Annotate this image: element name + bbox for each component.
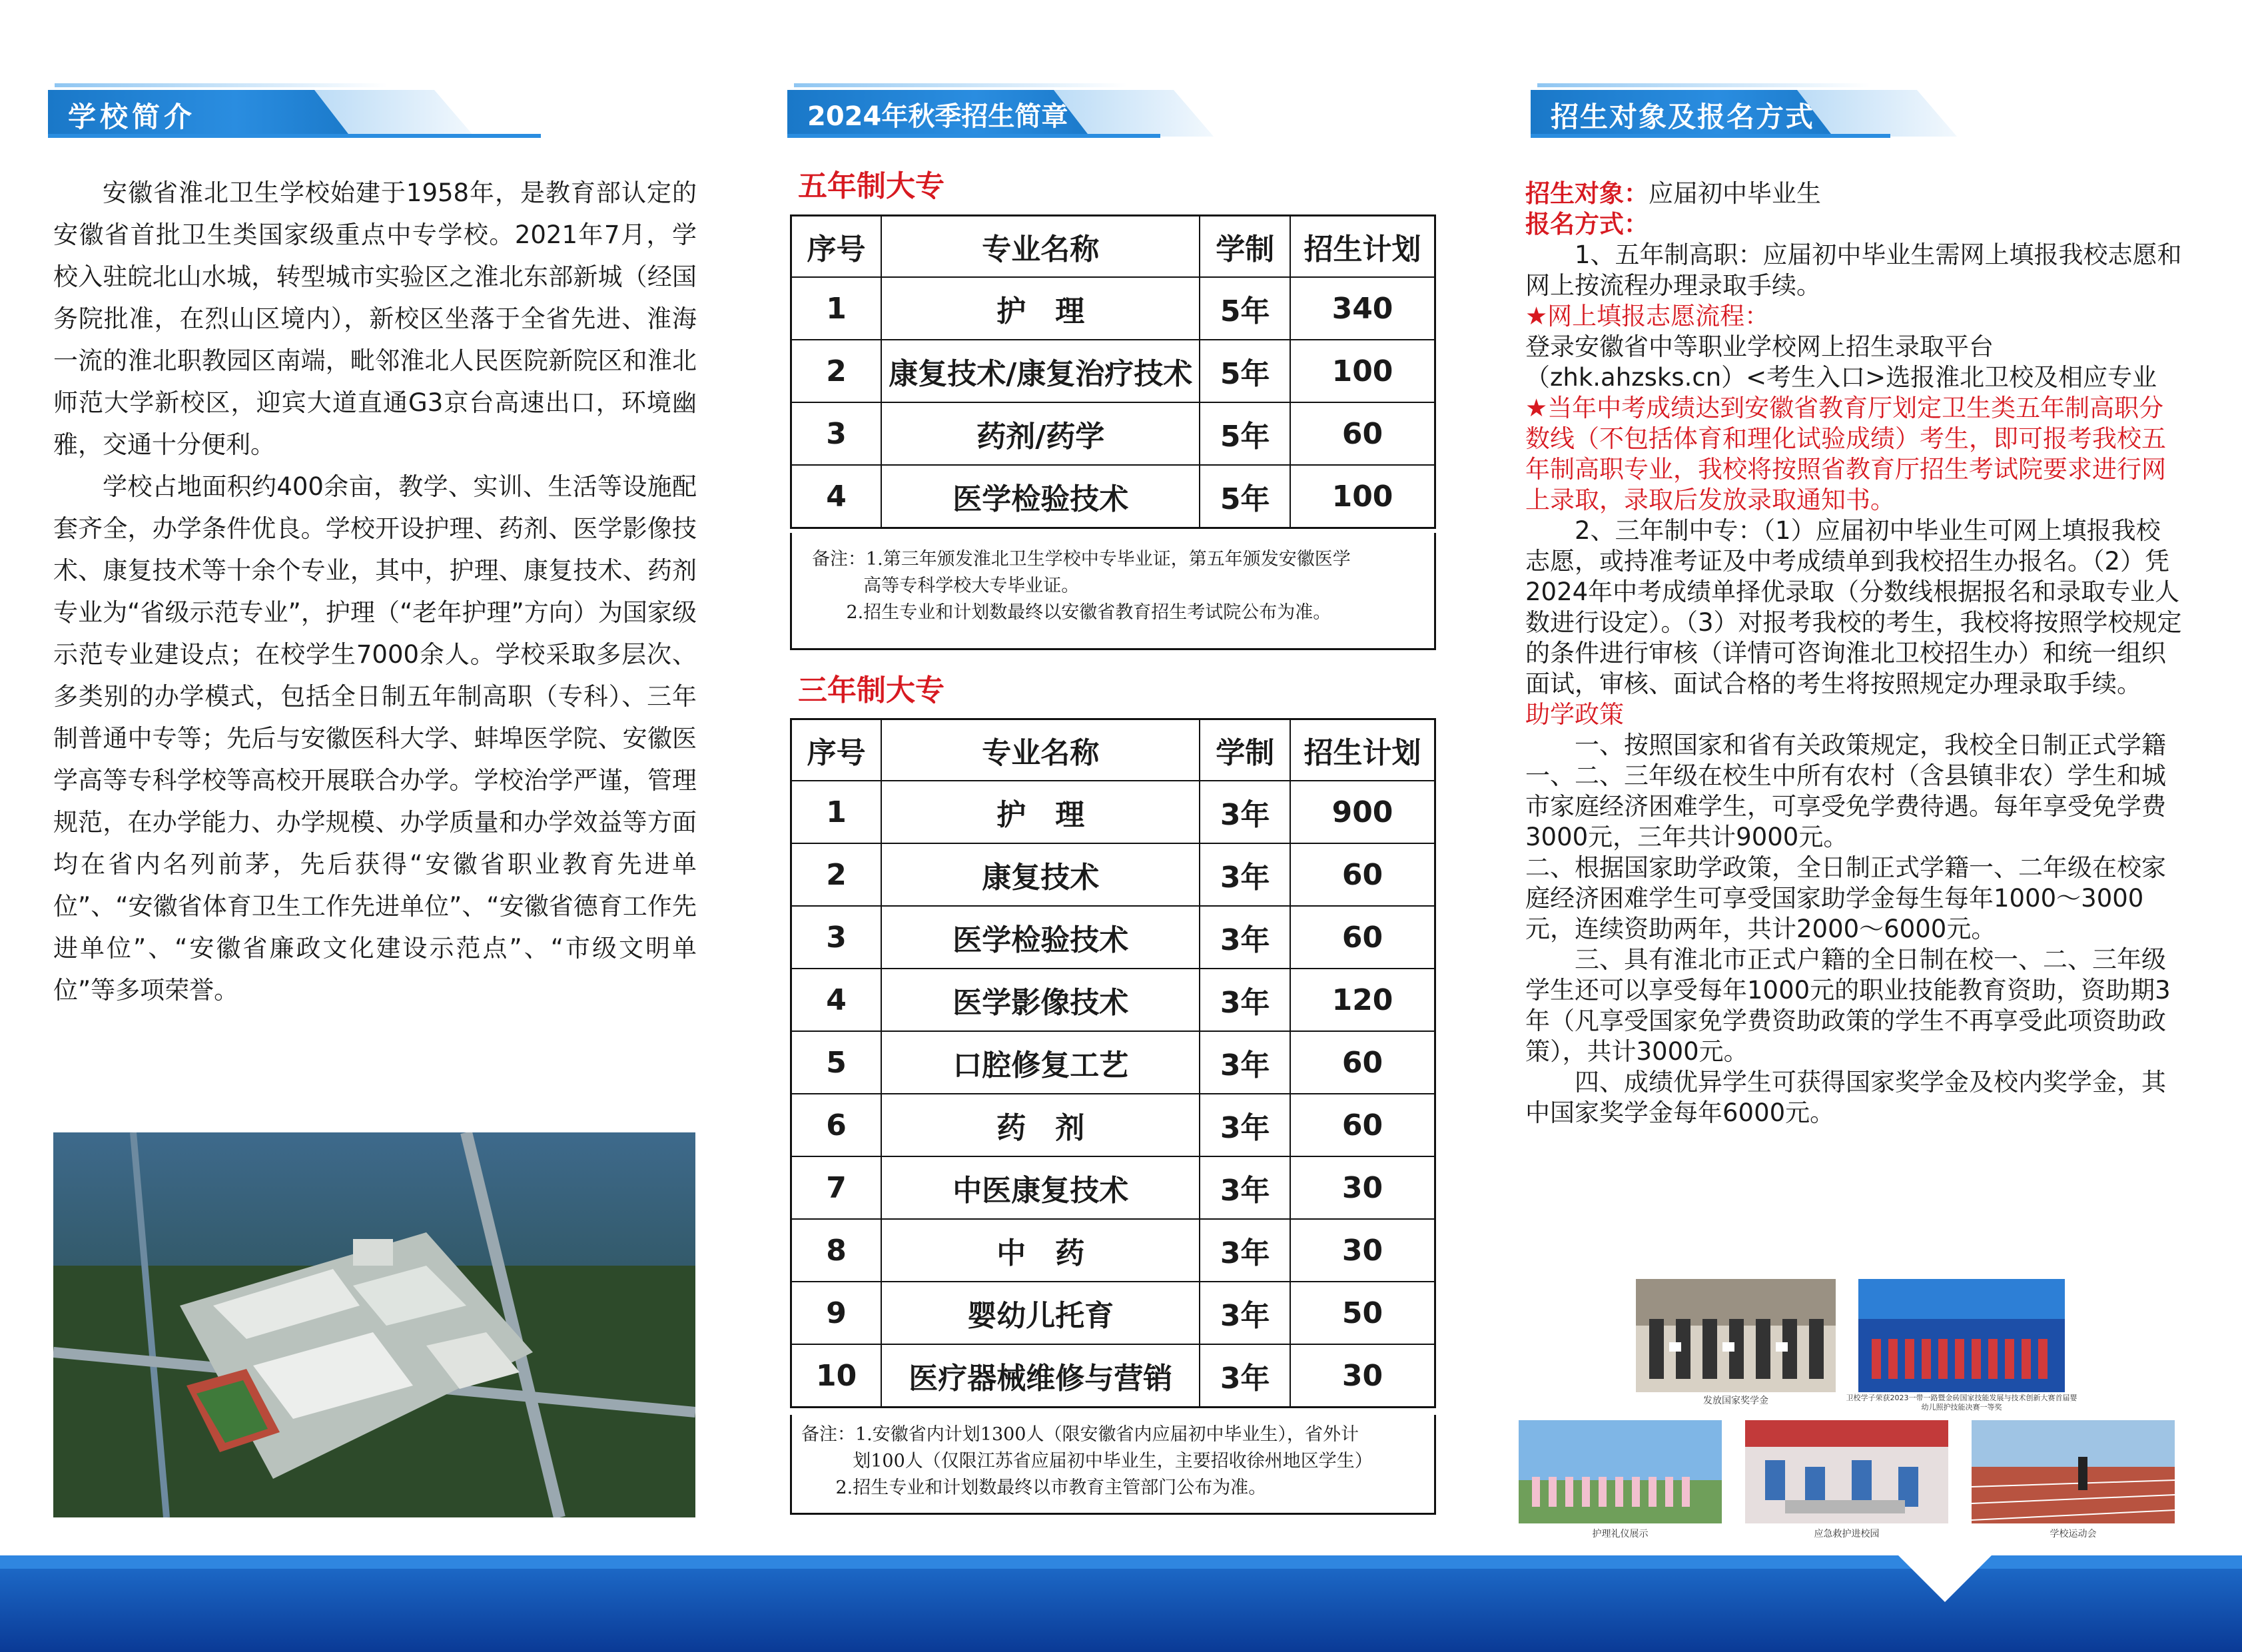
online-label: ★网上填报志愿流程： — [1525, 302, 1770, 330]
note-line: 备注：1.安徽省内计划1300人（限安徽省内应届初中毕业生），省外计 — [801, 1424, 1359, 1445]
cell: 120 — [1290, 969, 1435, 1031]
cell: 9 — [791, 1282, 882, 1344]
cell: 3年 — [1200, 906, 1290, 969]
method-label: 报名方式： — [1525, 210, 1649, 238]
table-row — [791, 1344, 1435, 1408]
cell: 医学检验技术 — [881, 465, 1200, 528]
cell: 口腔修复工艺 — [881, 1031, 1200, 1094]
cell: 1 — [791, 781, 882, 843]
five-year-table — [790, 214, 1436, 529]
cell: 8 — [791, 1219, 882, 1282]
cell: 60 — [1290, 1094, 1435, 1156]
cell: 护 理 — [881, 277, 1200, 340]
target-label: 招生对象： — [1525, 179, 1649, 208]
right-heading: 招生对象及报名方式 — [1551, 101, 1815, 133]
cell: 900 — [1290, 781, 1435, 843]
table-row — [791, 1219, 1435, 1282]
three-year-notes — [790, 1415, 1436, 1515]
cell: 医学检验技术 — [881, 906, 1200, 969]
cell: 3年 — [1200, 1344, 1290, 1408]
table-row — [791, 1282, 1435, 1344]
table-row — [791, 277, 1435, 340]
table-row — [791, 1156, 1435, 1219]
aid-label: 助学政策 — [1525, 700, 1624, 729]
table-row — [791, 969, 1435, 1031]
table-row — [791, 843, 1435, 906]
header-cell: 学制 — [1200, 216, 1290, 278]
cell: 30 — [1290, 1344, 1435, 1408]
aid-policy-1: 一、按照国家和省有关政策规定，我校全日制正式学籍一、二、三年级在校生中所有农村（含县镇非农）学生和城市家庭经济困难学生，可享受免学费待遇。每年享受免学费3000元，三年共计9000元。 — [1525, 731, 2166, 851]
three-year-title: 三年制大专 — [798, 673, 944, 707]
header-cell: 专业名称 — [881, 216, 1200, 278]
footer-arrow-icon — [1892, 1549, 1998, 1609]
cell: 2 — [791, 340, 882, 402]
five-year-title: 五年制大专 — [798, 169, 944, 203]
five-year-notes — [790, 533, 1436, 650]
right-section-header — [1531, 90, 1904, 137]
note-line: 划100人（仅限江苏省应届初中毕业生，主要招收徐州地区学生） — [801, 1451, 1373, 1471]
left-heading: 学校简介 — [68, 101, 196, 133]
aid-policy-2: 二、根据国家助学政策，全日制正式学籍一、二年级在校家庭经济困难学生可享受国家助学金每生每年1000～3000元，连续资助两年，共计2000～6000元。 — [1525, 853, 2166, 943]
cell: 3年 — [1200, 843, 1290, 906]
cell: 1 — [791, 277, 882, 340]
cell: 60 — [1290, 843, 1435, 906]
cell: 7 — [791, 1156, 882, 1219]
table-row — [791, 465, 1435, 528]
cell: 3 — [791, 402, 882, 465]
aid-policy-3: 三、具有淮北市正式户籍的全日制在校一、二、三年级学生还可以享受每年1000元的职业技能教育资助，资助期3年（凡享受国家免学费资助政策的学生不再享受此项资助政策），共计3000元。 — [1525, 945, 2171, 1066]
table-row — [791, 402, 1435, 465]
table-row — [791, 1031, 1435, 1094]
cell: 30 — [1290, 1156, 1435, 1219]
cell: 60 — [1290, 906, 1435, 969]
online-text: 登录安徽省中等职业学校网上招生录取平台（zhk.ahzsks.cn）<考生入口>选报淮北卫校及相应专业 — [1525, 332, 2157, 392]
cell: 60 — [1290, 402, 1435, 465]
table-header-row — [791, 719, 1435, 781]
cell: 医疗器械维修与营销 — [881, 1344, 1200, 1408]
note-line: 高等专科学校大专毕业证。 — [812, 576, 1080, 596]
header-cell: 学制 — [1200, 719, 1290, 781]
header-cell: 序号 — [791, 216, 882, 278]
cell: 5年 — [1200, 340, 1290, 402]
cell: 药剂/药学 — [881, 402, 1200, 465]
cell: 100 — [1290, 465, 1435, 528]
caption-sports: 学校运动会 — [2050, 1529, 2097, 1539]
cell: 康复技术/康复治疗技术 — [881, 340, 1200, 402]
competition-photo — [1858, 1279, 2065, 1392]
cell: 10 — [791, 1344, 882, 1408]
cell: 3年 — [1200, 1219, 1290, 1282]
header-cell: 专业名称 — [881, 719, 1200, 781]
cell: 药 剂 — [881, 1094, 1200, 1156]
cell: 5 — [791, 1031, 882, 1094]
table-row — [791, 1094, 1435, 1156]
aid-policy-4: 四、成绩优异学生可获得国家奖学金及校内奖学金，其中国家奖学金每年6000元。 — [1525, 1068, 2166, 1127]
cell: 婴幼儿托育 — [881, 1282, 1200, 1344]
cell: 50 — [1290, 1282, 1435, 1344]
cell: 中医康复技术 — [881, 1156, 1200, 1219]
etiquette-photo — [1519, 1420, 1722, 1523]
caption-scholarship: 发放国家奖学金 — [1703, 1396, 1768, 1406]
cell: 3年 — [1200, 1031, 1290, 1094]
table-header-row — [791, 216, 1435, 278]
cell: 30 — [1290, 1219, 1435, 1282]
middle-heading: 2024年秋季招生简章 — [807, 101, 1068, 132]
intro-paragraph-2: 学校占地面积约400余亩，教学、实训、生活等设施配套齐全，办学条件优良。学校开设护理、药剂、医学影像技术、康复技术等十余个专业，其中，护理、康复技术、药剂专业为“省级示范专业”，护理（“老年护理”方向）为国家级示范专业建设点；在校学生7000余人。学校采取多层次、多类别的办学模式，包括全日制五年制高职（专科）、三年制普通中专等；先后与安徽医科大学、蚌埠医学院、安徽医学高等专科学校等高校开展联合办学。学校治学严谨，管理规范，在办学能力、办学规模、办学质量和办学效益等方面均在省内名列前茅，先后获得“安徽省职业教育先进单位”、“安徽省体育卫生工作先进单位”、“安徽省德育工作先进单位”、“安徽省廉政文化建设示范点”、“市级文明单位”等多项荣誉。 — [53, 472, 697, 1005]
cell: 3年 — [1200, 1156, 1290, 1219]
cell: 康复技术 — [881, 843, 1200, 906]
first-aid-photo — [1745, 1420, 1948, 1523]
header-cell: 招生计划 — [1290, 216, 1435, 278]
header-cell: 招生计划 — [1290, 719, 1435, 781]
table-row — [791, 906, 1435, 969]
score-notice: ★当年中考成绩达到安徽省教育厅划定卫生类五年制高职分数线（不包括体育和理化试验成绩）考生，即可报考我校五年制高职专业，我校将按照省教育厅招生考试院要求进行网上录取，录取后发放录取通知书。 — [1525, 394, 2166, 514]
cell: 护 理 — [881, 781, 1200, 843]
target-value: 应届初中毕业生 — [1649, 179, 1821, 208]
five-year-method: 1、五年制高职：应届初中毕业生需网上填报我校志愿和网上按流程办理录取手续。 — [1525, 240, 2182, 300]
cell: 3年 — [1200, 781, 1290, 843]
cell: 5年 — [1200, 402, 1290, 465]
header-cell: 序号 — [791, 719, 882, 781]
cell: 5年 — [1200, 277, 1290, 340]
cell: 100 — [1290, 340, 1435, 402]
cell: 医学影像技术 — [881, 969, 1200, 1031]
campus-aerial-image — [53, 1132, 695, 1517]
table-row — [791, 781, 1435, 843]
table-row — [791, 340, 1435, 402]
caption-first-aid: 应急救护进校园 — [1814, 1529, 1880, 1539]
cell: 3 — [791, 906, 882, 969]
note-line: 2.招生专业和计划数最终以安徽省教育招生考试院公布为准。 — [812, 602, 1331, 623]
cell: 3年 — [1200, 1282, 1290, 1344]
sports-photo — [1972, 1420, 2175, 1523]
caption-etiquette: 护理礼仪展示 — [1592, 1529, 1649, 1539]
footer-band — [0, 1555, 2242, 1652]
cell: 3年 — [1200, 1094, 1290, 1156]
cell: 4 — [791, 465, 882, 528]
cell: 60 — [1290, 1031, 1435, 1094]
cell: 2 — [791, 843, 882, 906]
enrollment-info — [1525, 179, 2185, 1128]
cell: 4 — [791, 969, 882, 1031]
three-year-method: 2、三年制中专：（1）应届初中毕业生可网上填报我校志愿，或持准考证及中考成绩单到我校招生办报名。（2）凭2024年中考成绩单择优录取（分数线根据报名和录取专业人数进行设定）。（3）对报考我校的考生，我校将按照学校规定的条件进行审核（详情可咨询淮北卫校招生办）和统一组织面试，审核、面试合格的考生将按照规定办理录取手续。 — [1525, 516, 2182, 698]
cell: 中 药 — [881, 1219, 1200, 1282]
scholarship-photo — [1636, 1279, 1836, 1392]
three-year-table — [790, 718, 1436, 1408]
school-intro — [53, 172, 697, 1011]
intro-paragraph-1: 安徽省淮北卫生学校始建于1958年，是教育部认定的安徽省首批卫生类国家级重点中专学校。2021年7月，学校入驻皖北山水城，转型城市实验区之淮北东部新城（经国务院批准，在烈山区境内），新校区坐落于全省先进、淮海一流的淮北职教园区南端，毗邻淮北人民医院新院区和淮北师范大学新校区，迎宾大道直通G3京台高速出口，环境幽雅，交通十分便利。 — [53, 179, 697, 459]
cell: 340 — [1290, 277, 1435, 340]
note-line: 备注：1.第三年颁发淮北卫生学校中专毕业证，第五年颁发安徽医学 — [812, 549, 1351, 570]
cell: 5年 — [1200, 465, 1290, 528]
caption-competition: 卫校学子荣获2023一带一路暨金砖国家技能发展与技术创新大赛首届婴幼儿照护技能决赛一等奖 — [1846, 1394, 2077, 1412]
target-line — [1525, 179, 2185, 209]
note-line: 2.招生专业和计划数最终以市教育主管部门公布为准。 — [801, 1477, 1267, 1498]
cell: 3年 — [1200, 969, 1290, 1031]
left-section-header — [48, 90, 421, 137]
middle-section-header — [787, 90, 1160, 137]
cell: 6 — [791, 1094, 882, 1156]
